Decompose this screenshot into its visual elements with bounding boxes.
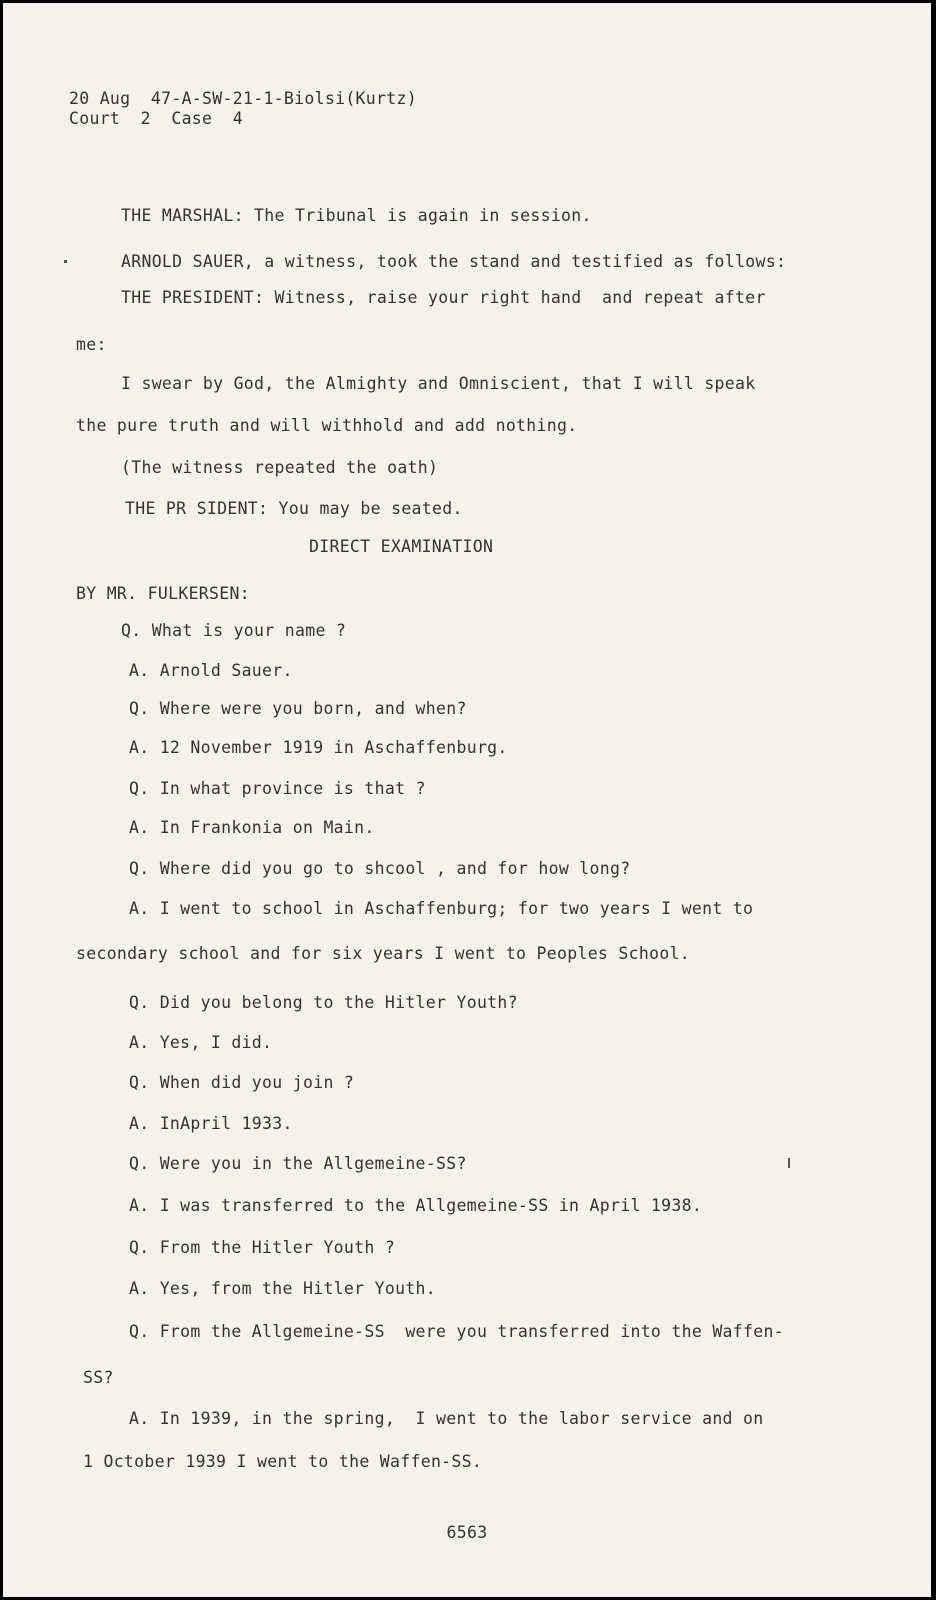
document-page bbox=[3, 3, 931, 1597]
transcript-line: THE PRESIDENT: Witness, raise your right hand and repeat after bbox=[121, 288, 766, 307]
section-heading: DIRECT EXAMINATION bbox=[309, 537, 494, 556]
transcript-line: SS? bbox=[83, 1368, 114, 1387]
transcript-line: Q. What is your name ? bbox=[121, 621, 347, 640]
transcript-line: ARNOLD SAUER, a witness, took the stand and testified as follows: bbox=[121, 252, 787, 271]
transcript-line: Q. Were you in the Allgemeine-SS? bbox=[129, 1154, 467, 1173]
ink-speck bbox=[64, 260, 67, 263]
transcript-line: THE PR SIDENT: You may be seated. bbox=[125, 499, 463, 518]
transcript-line: Q. Did you belong to the Hitler Youth? bbox=[129, 993, 518, 1012]
transcript-line: A. In Frankonia on Main. bbox=[129, 818, 375, 837]
transcript-line: me: bbox=[76, 335, 107, 354]
header-court-case: Court 2 Case 4 bbox=[69, 109, 243, 128]
transcript-line: A. I was transferred to the Allgemeine-SS in April 1938. bbox=[129, 1196, 703, 1215]
transcript-line: the pure truth and will withhold and add nothing. bbox=[76, 416, 578, 435]
transcript-line: Q. From the Allgemeine-SS were you transferred into the Waffen- bbox=[129, 1322, 784, 1341]
transcript-line: A. 12 November 1919 in Aschaffenburg. bbox=[129, 738, 508, 757]
transcript-line: Q. In what province is that ? bbox=[129, 779, 426, 798]
transcript-line: secondary school and for six years I went to Peoples School. bbox=[76, 944, 691, 963]
transcript-line: (The witness repeated the oath) bbox=[121, 458, 439, 477]
page-number: 6563 bbox=[446, 1523, 488, 1542]
transcript-line: Q. When did you join ? bbox=[129, 1073, 355, 1092]
transcript-line: Q. Where did you go to shcool , and for how long? bbox=[129, 859, 631, 878]
transcript-line: A. Yes, I did. bbox=[129, 1033, 273, 1052]
transcript-line: I swear by God, the Almighty and Omniscient, that I will speak bbox=[121, 374, 756, 393]
transcript-line: A. I went to school in Aschaffenburg; for two years I went to bbox=[129, 899, 754, 918]
transcript-line: Q. From the Hitler Youth ? bbox=[129, 1238, 396, 1257]
ink-speck bbox=[788, 1158, 790, 1168]
examiner-line: BY MR. FULKERSEN: bbox=[76, 584, 250, 603]
transcript-line: A. In 1939, in the spring, I went to the labor service and on bbox=[129, 1409, 764, 1428]
transcript-line: THE MARSHAL: The Tribunal is again in session. bbox=[121, 206, 592, 225]
transcript-line: 1 October 1939 I went to the Waffen-SS. bbox=[83, 1452, 483, 1471]
transcript-line: A. InApril 1933. bbox=[129, 1114, 293, 1133]
transcript-line: A. Yes, from the Hitler Youth. bbox=[129, 1279, 437, 1298]
header-reference: 20 Aug 47-A-SW-21-1-Biolsi(Kurtz) bbox=[69, 89, 417, 108]
transcript-line: Q. Where were you born, and when? bbox=[129, 699, 467, 718]
transcript-line: A. Arnold Sauer. bbox=[129, 661, 293, 680]
